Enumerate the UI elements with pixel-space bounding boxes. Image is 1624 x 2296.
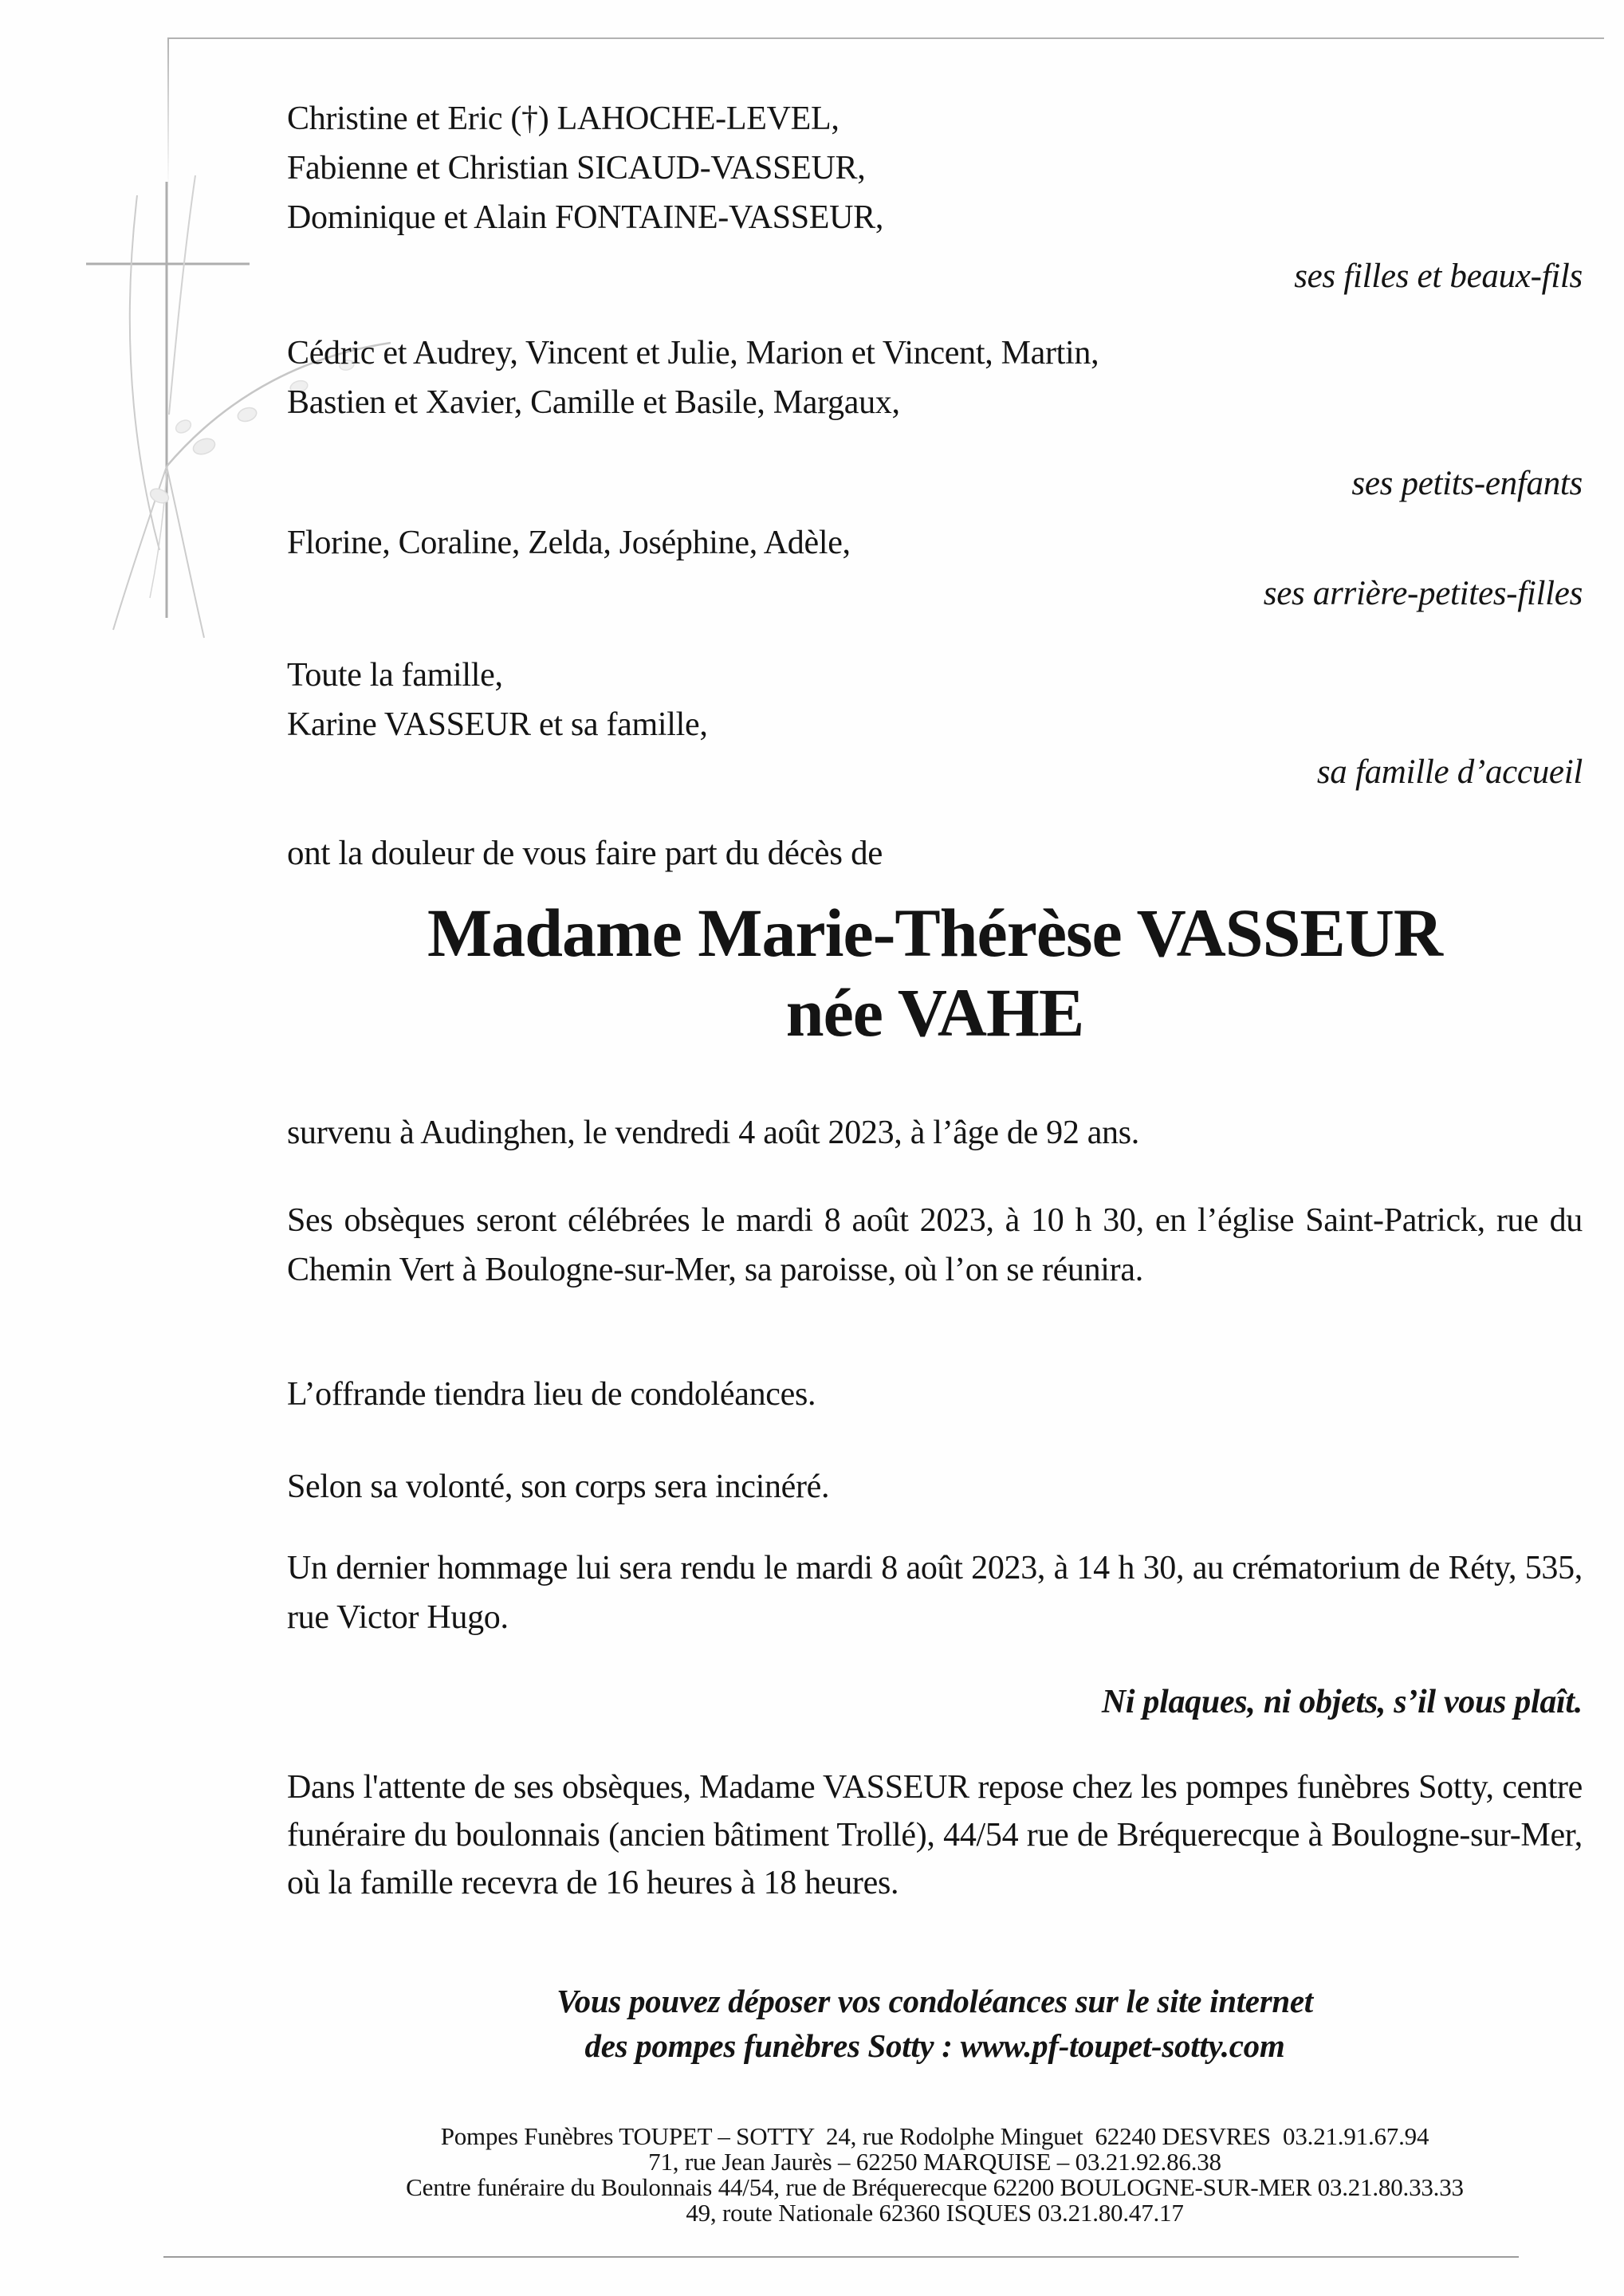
death-info-paragraph: survenu à Audinghen, le vendredi 4 août 2023, à l’âge de 92 ans. (287, 1115, 1140, 1151)
family-line: Dominique et Alain FONTAINE-VASSEUR, (287, 199, 884, 236)
footer-address-line: Centre funéraire du Boulonnais 44/54, rue de Bréquerecque 62200 BOULOGNE-SUR-MER 03.21.80.33.33 (406, 2173, 1464, 2201)
relation-label-grandchildren: ses petits-enfants (1351, 465, 1583, 502)
footer-address-line: 49, route Nationale 62360 ISQUES 03.21.80.47.17 (686, 2199, 1184, 2227)
ceremony-paragraph: Ses obsèques seront célébrées le mardi 8 août 2023, à 10 h 30, en l’église Saint-Patrick, rue du Chemin Vert à Boulogne-sur-Mer, sa paroisse, où l’on se réunira. (287, 1202, 1583, 1288)
family-line: Florine, Coraline, Zelda, Joséphine, Adèle, (287, 525, 851, 561)
family-group-grandchildren (287, 328, 1583, 427)
footer-address-line: Pompes Funèbres TOUPET – SOTTY 24, rue Rodolphe Minguet 62240 DESVRES 03.21.91.67.94 (440, 2122, 1429, 2150)
online-condolences-note (287, 1979, 1583, 2068)
relation-label-great-granddaughters: ses arrière-petites-filles (1263, 575, 1583, 612)
no-plaques-note: Ni plaques, ni objets, s’il vous plaît. (1101, 1684, 1583, 1720)
relation-label-daughters: ses filles et beaux-fils (1294, 258, 1583, 295)
scan-bottom-edge-line (163, 2256, 1519, 2258)
cremation-paragraph: Selon sa volonté, son corps sera incinéré. (287, 1468, 830, 1505)
offering-paragraph: L’offrande tiendra lieu de condoléances. (287, 1376, 816, 1413)
deceased-name: Madame Marie-Thérèse VASSEUR (427, 894, 1442, 971)
footer-address-line: 71, rue Jean Jaurès – 62250 MARQUISE – 03.21.92.86.38 (648, 2148, 1221, 2176)
family-line: Karine VASSEUR et sa famille, (287, 706, 708, 743)
family-line: Fabienne et Christian SICAUD-VASSEUR, (287, 150, 866, 187)
family-line: Bastien et Xavier, Camille et Basile, Margaux, (287, 384, 900, 421)
condolences-line: Vous pouvez déposer vos condoléances sur le site internet (556, 1983, 1313, 2019)
family-line: Christine et Eric (†) LAHOCHE-LEVEL, (287, 100, 840, 137)
scan-top-edge-line (167, 37, 1604, 39)
deceased-name-block (287, 893, 1583, 1052)
family-group-great-granddaughters (287, 518, 1583, 568)
relation-label-host-family: sa famille d’accueil (1316, 753, 1583, 791)
repose-paragraph: Dans l'attente de ses obsèques, Madame VASSEUR repose chez les pompes funèbres Sotty, centre funéraire du boulonnais (ancien bâtiment Trollé), 44/54 rue de Bréquerecque à Boulogne-sur-Mer, où la famille recevra de 16 heures à 18 heures. (287, 1769, 1583, 1901)
condolences-website-line: des pompes funèbres Sotty : www.pf-toupet-sotty.com (584, 2027, 1285, 2064)
family-line: Cédric et Audrey, Vincent et Julie, Marion et Vincent, Martin, (287, 335, 1099, 372)
family-group-daughters (287, 94, 1583, 242)
deceased-maiden-name: née VAHE (785, 974, 1084, 1051)
funeral-home-footer (287, 2124, 1583, 2226)
announcement-line: ont la douleur de vous faire part du décès de (287, 835, 883, 872)
family-group-host-family (287, 651, 1583, 749)
family-line: Toute la famille, (287, 657, 503, 694)
tribute-paragraph: Un dernier hommage lui sera rendu le mardi 8 août 2023, à 14 h 30, au crématorium de Réty, 535, rue Victor Hugo. (287, 1550, 1583, 1636)
